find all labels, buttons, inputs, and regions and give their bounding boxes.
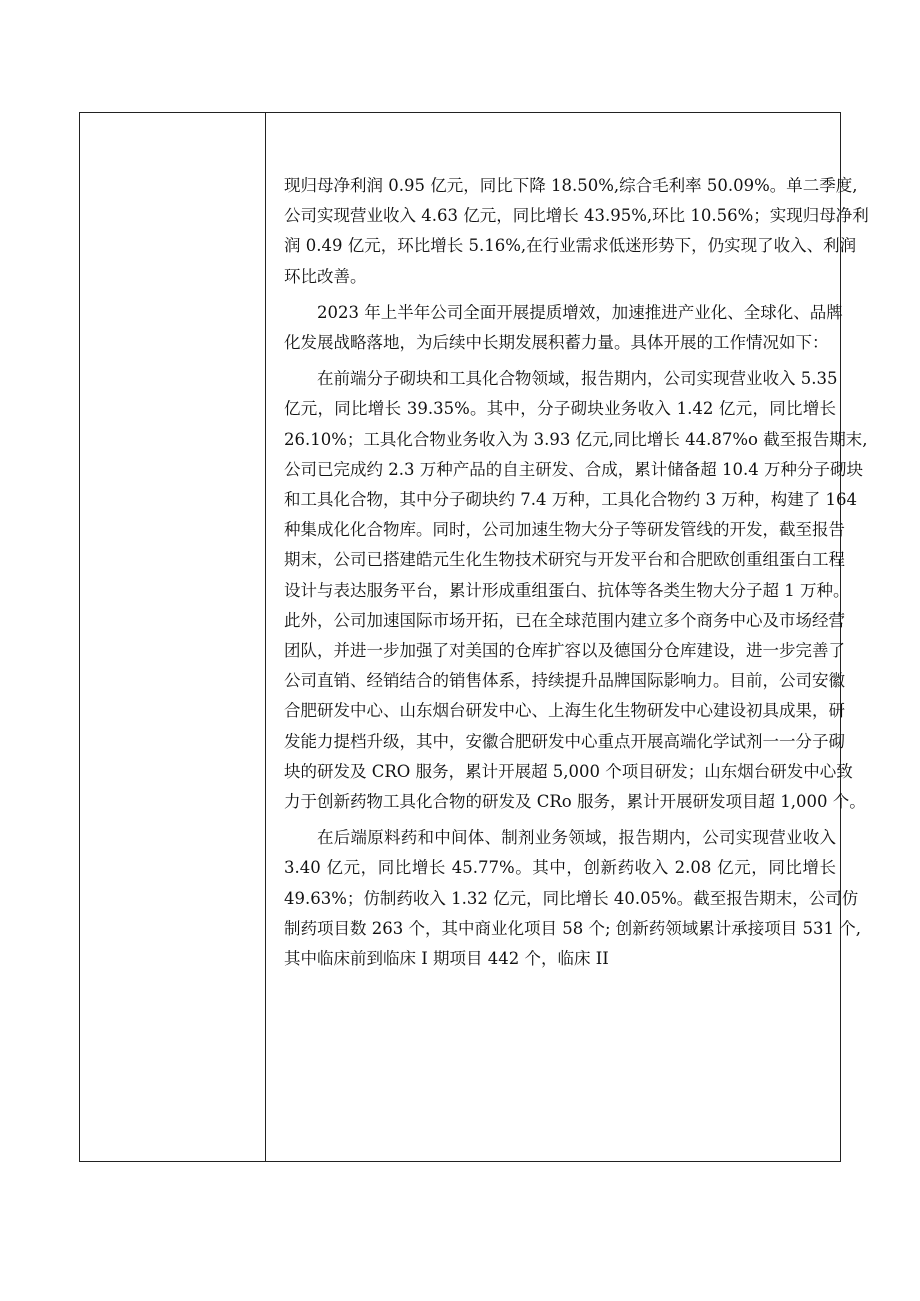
text-line: 此外，公司加速国际市场开拓，已在全球范围内建立多个商务中心及市场经营 xyxy=(284,610,845,630)
text-line: 期末，公司已搭建皓元生化生物技术研究与开发平台和合肥欧创重组蛋白工程 xyxy=(284,550,845,570)
body-text xyxy=(284,171,869,974)
text-line: 润 0.49 亿元，环比增长 5.16%,在行业需求低迷形势下，仍实现了收入、利润 xyxy=(284,236,857,256)
text-line: 设计与表达服务平台，累计形成重组蛋白、抗体等各类生物大分子超 1 万种。 xyxy=(284,580,850,600)
text-line: 2023 年上半年公司全面开展提质增效，加速推进产业化、全球化、品牌 xyxy=(317,302,843,322)
paragraph xyxy=(284,364,868,817)
text-line: 发能力提档升级，其中，安徽合肥研发中心重点开展高端化学试剂一一分子砌 xyxy=(284,731,845,751)
document-table xyxy=(79,112,869,1162)
text-line: 团队，并进一步加强了对美国的仓库扩容以及德国分仓库建设，进一步完善了 xyxy=(284,641,845,661)
text-line: 49.63%；仿制药收入 1.32 亿元，同比增长 40.05%。截至报告期末，公司仿 xyxy=(284,888,859,908)
text-line: 块的研发及 CRO 服务，累计开展超 5,000 个项目研发；山东烟台研发中心致 xyxy=(284,761,853,781)
text-line: 合肥研发中心、山东烟台研发中心、上海生化生物研发中心建设初具成果，研 xyxy=(284,701,845,721)
text-line: 3.40 亿元，同比增长 45.77%。其中，创新药收入 2.08 亿元，同比增长 xyxy=(284,858,836,878)
text-line: 化发展战略落地，为后续中长期发展积蓄力量。具体开展的工作情况如下： xyxy=(284,333,829,353)
text-line: 现归母净利润 0.95 亿元，同比下降 18.50%,综合毛利率 50.09%。单二季度, xyxy=(284,176,858,195)
text-line: 26.10%；工具化合物业务收入为 3.93 亿元,同比增长 44.87%o 截至报告期末, xyxy=(284,429,868,449)
text-line: 种集成化化合物库。同时，公司加速生物大分子等研发管线的开发，截至报告 xyxy=(284,520,845,540)
text-line: 在后端原料药和中间体、制剂业务领域，报告期内，公司实现营业收入 xyxy=(317,828,836,848)
text-line: 和工具化合物，其中分子砌块约 7.4 万种，工具化合物约 3 万种，构建了 164 xyxy=(284,490,857,510)
text-line: 公司实现营业收入 4.63 亿元，同比增长 43.95%,环比 10.56%；实现归母净利 xyxy=(284,206,869,226)
text-line: 其中临床前到临床 I 期项目 442 个，临床 II xyxy=(284,949,609,969)
paragraph xyxy=(284,298,843,358)
table-left-cell xyxy=(80,113,266,1161)
text-line: 制药项目数 263 个，其中商业化项目 58 个; 创新药领域累计承接项目 531 个, xyxy=(284,918,862,938)
text-line: 公司直销、经销结合的销售体系，持续提升品牌国际影响力。目前，公司安徽 xyxy=(284,671,845,691)
text-line: 在前端分子砌块和工具化合物领域，报告期内，公司实现营业收入 5.35 xyxy=(317,369,838,389)
table-right-cell xyxy=(266,113,869,1161)
paragraph xyxy=(284,823,862,974)
paragraph xyxy=(284,171,869,292)
text-line: 亿元，同比增长 39.35%。其中，分子砌块业务收入 1.42 亿元，同比增长 xyxy=(284,399,836,419)
text-line: 力于创新药物工具化合物的研发及 CRo 服务，累计开展研发项目超 1,000 个。 xyxy=(284,792,866,812)
text-line: 公司已完成约 2.3 万种产品的自主研发、合成，累计储备超 10.4 万种分子砌块 xyxy=(284,459,863,479)
text-line: 环比改善。 xyxy=(284,266,367,286)
